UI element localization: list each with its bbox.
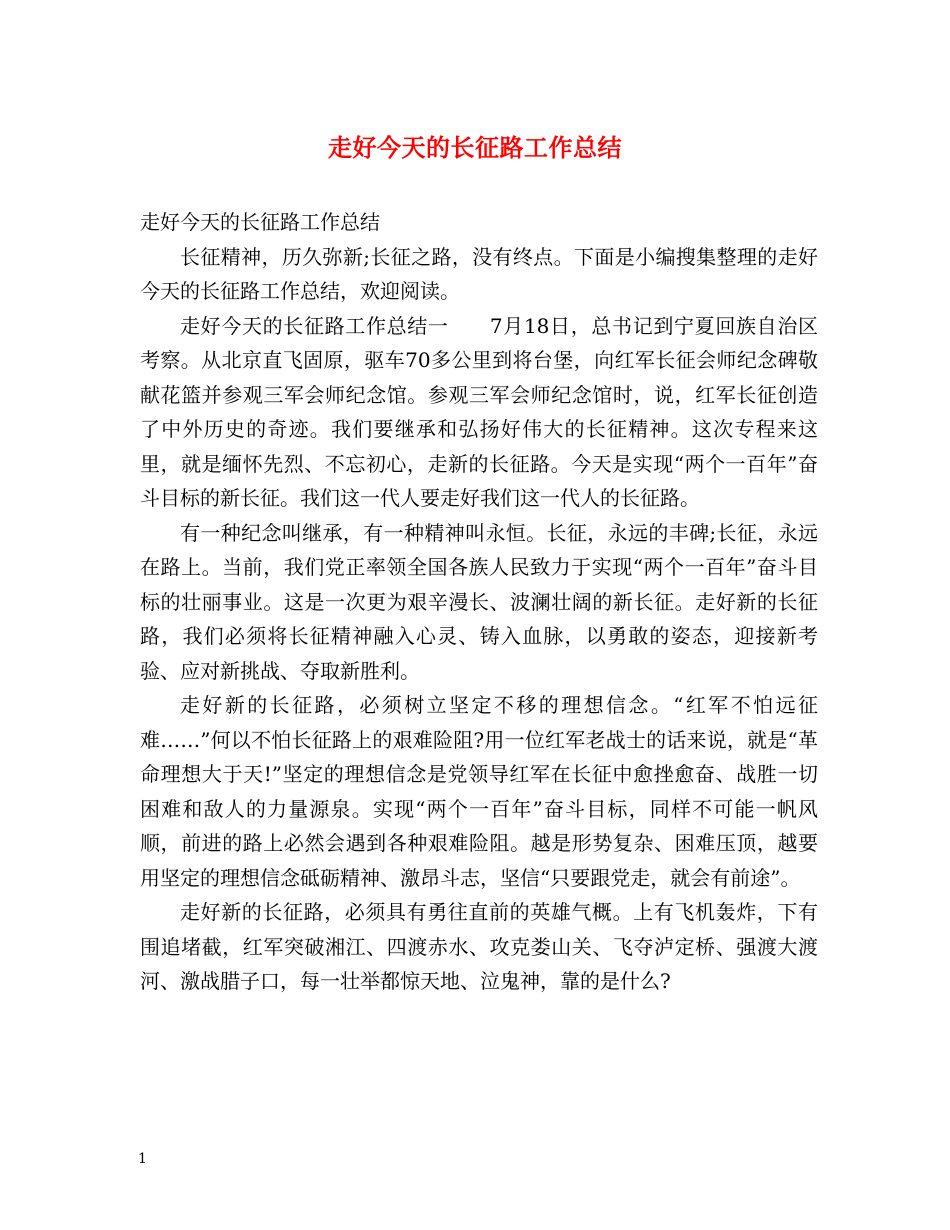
body-heading: 走好今天的长征路工作总结 bbox=[140, 210, 380, 234]
page-number: 1 bbox=[138, 1151, 147, 1167]
paragraph-intro: 长征精神，历久弥新;长征之路，没有终点。下面是小编搜集整理的走好今天的长征路工作总结，欢迎阅读。 bbox=[140, 244, 818, 303]
document-body bbox=[140, 205, 818, 999]
paragraph-inheritance: 有一种纪念叫继承，有一种精神叫永恒。长征，永远的丰碑;长征，永远在路上。当前，我们党正率领全国各族人民致力于实现“两个一百年”奋斗目标的壮丽事业。这是一次更为艰辛漫长、波澜壮阔的新长征。走好新的长征路，我们必须将长征精神融入心灵、铸入血脉，以勇敢的姿态，迎接新考验、应对新挑战、夺取新胜利。 bbox=[140, 520, 818, 683]
document-title: 走好今天的长征路工作总结 bbox=[328, 133, 622, 162]
paragraph-ideals: 走好新的长征路，必须树立坚定不移的理想信念。“红军不怕远征难……”何以不怕长征路上的艰难险阻?用一位红军老战士的话来说，就是“革命理想大于天!”坚定的理想信念是党领导红军在长征中愈挫愈奋、战胜一切困难和敌人的力量源泉。实现“两个一百年”奋斗目标，同样不可能一帆风顺，前进的路上必然会遇到各种艰难险阻。越是形势复杂、困难压顶，越要用坚定的理想信念砥砺精神、激昂斗志，坚信“只要跟党走，就会有前途”。 bbox=[140, 693, 818, 890]
paragraph-heroism: 走好新的长征路，必须具有勇往直前的英雄气概。上有飞机轰炸，下有围追堵截，红军突破湘江、四渡赤水、攻克娄山关、飞夺泸定桥、强渡大渡河、激战腊子口，每一壮举都惊天地、泣鬼神，靠的是什么? bbox=[140, 900, 818, 993]
paragraph-summary-one: 走好今天的长征路工作总结一 7月18日，总书记到宁夏回族自治区考察。从北京直飞固原，驱车70多公里到将台堡，向红军长征会师纪念碑敬献花篮并参观三军会师纪念馆。参观三军会师纪念馆时，说，红军长征创造了中外历史的奇迹。我们要继承和弘扬好伟大的长征精神。这次专程来这里，就是缅怀先烈、不忘初心，走新的长征路。今天是实现“两个一百年”奋斗目标的新长征。我们这一代人要走好我们这一代人的长征路。 bbox=[140, 313, 818, 510]
